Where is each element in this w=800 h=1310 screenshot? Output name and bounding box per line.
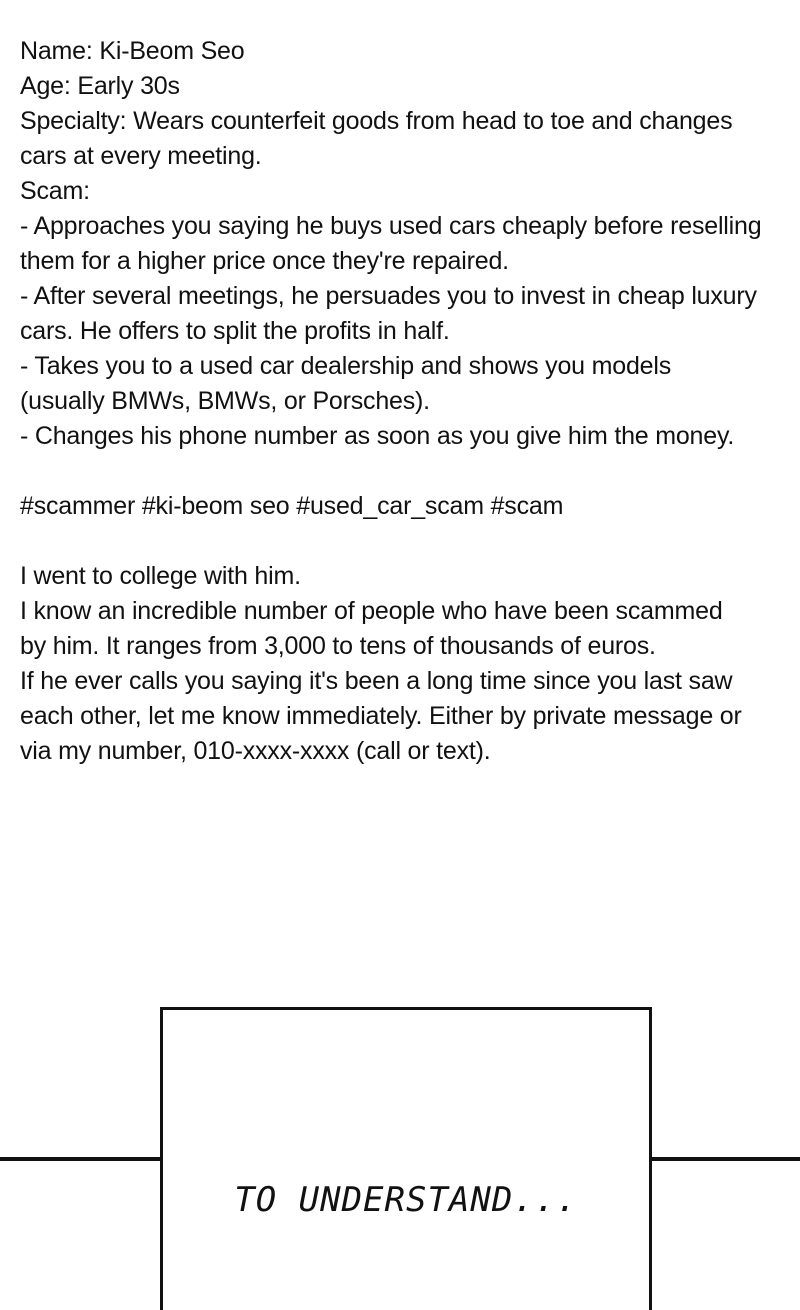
post-line-college: I went to college with him. bbox=[20, 562, 301, 590]
post-line-scam-3: - Takes you to a used car dealership and shows you models bbox=[20, 352, 672, 380]
post-hashtags: #scammer #ki-beom seo #used_car_scam #scam bbox=[20, 492, 564, 520]
post-spacer bbox=[20, 524, 782, 559]
post-line-scam-4: - Changes his phone number as soon as you give him the money. bbox=[20, 422, 735, 450]
post-line-specialty-cont: cars at every meeting. bbox=[20, 142, 262, 170]
post-line-warning: If he ever calls you saying it's been a long time since you last saw bbox=[20, 667, 733, 695]
post-line-scam-2: - After several meetings, he persuades you to invest in cheap luxury bbox=[20, 282, 757, 310]
post-line-victims-cont: by him. It ranges from 3,000 to tens of thousands of euros. bbox=[20, 632, 656, 660]
post-line-warning-cont: each other, let me know immediately. Either by private message or bbox=[20, 702, 742, 730]
post-line-age: Age: Early 30s bbox=[20, 72, 180, 100]
post-text bbox=[20, 34, 782, 769]
panel-connector-right bbox=[649, 1157, 800, 1161]
post-line-scam-2-cont: cars. He offers to split the profits in half. bbox=[20, 317, 450, 345]
post-line-scam-1: - Approaches you saying he buys used cars cheaply before reselling bbox=[20, 212, 762, 240]
caption-panel bbox=[160, 1007, 652, 1310]
post-line-name: Name: Ki-Beom Seo bbox=[20, 37, 245, 65]
post-line-scam-heading: Scam: bbox=[20, 177, 90, 205]
post-line-victims: I know an incredible number of people who have been scammed bbox=[20, 597, 723, 625]
post-line-scam-3-cont: (usually BMWs, BMWs, or Porsches). bbox=[20, 387, 430, 415]
post-line-contact: via my number, 010-xxxx-xxxx (call or text). bbox=[20, 737, 491, 765]
post-line-specialty: Specialty: Wears counterfeit goods from head to toe and changes bbox=[20, 107, 733, 135]
post-line-scam-1-cont: them for a higher price once they're repaired. bbox=[20, 247, 509, 275]
panel-caption: TO UNDERSTAND... bbox=[234, 1180, 578, 1220]
post-spacer bbox=[20, 454, 782, 489]
panel-connector-left bbox=[0, 1157, 162, 1161]
